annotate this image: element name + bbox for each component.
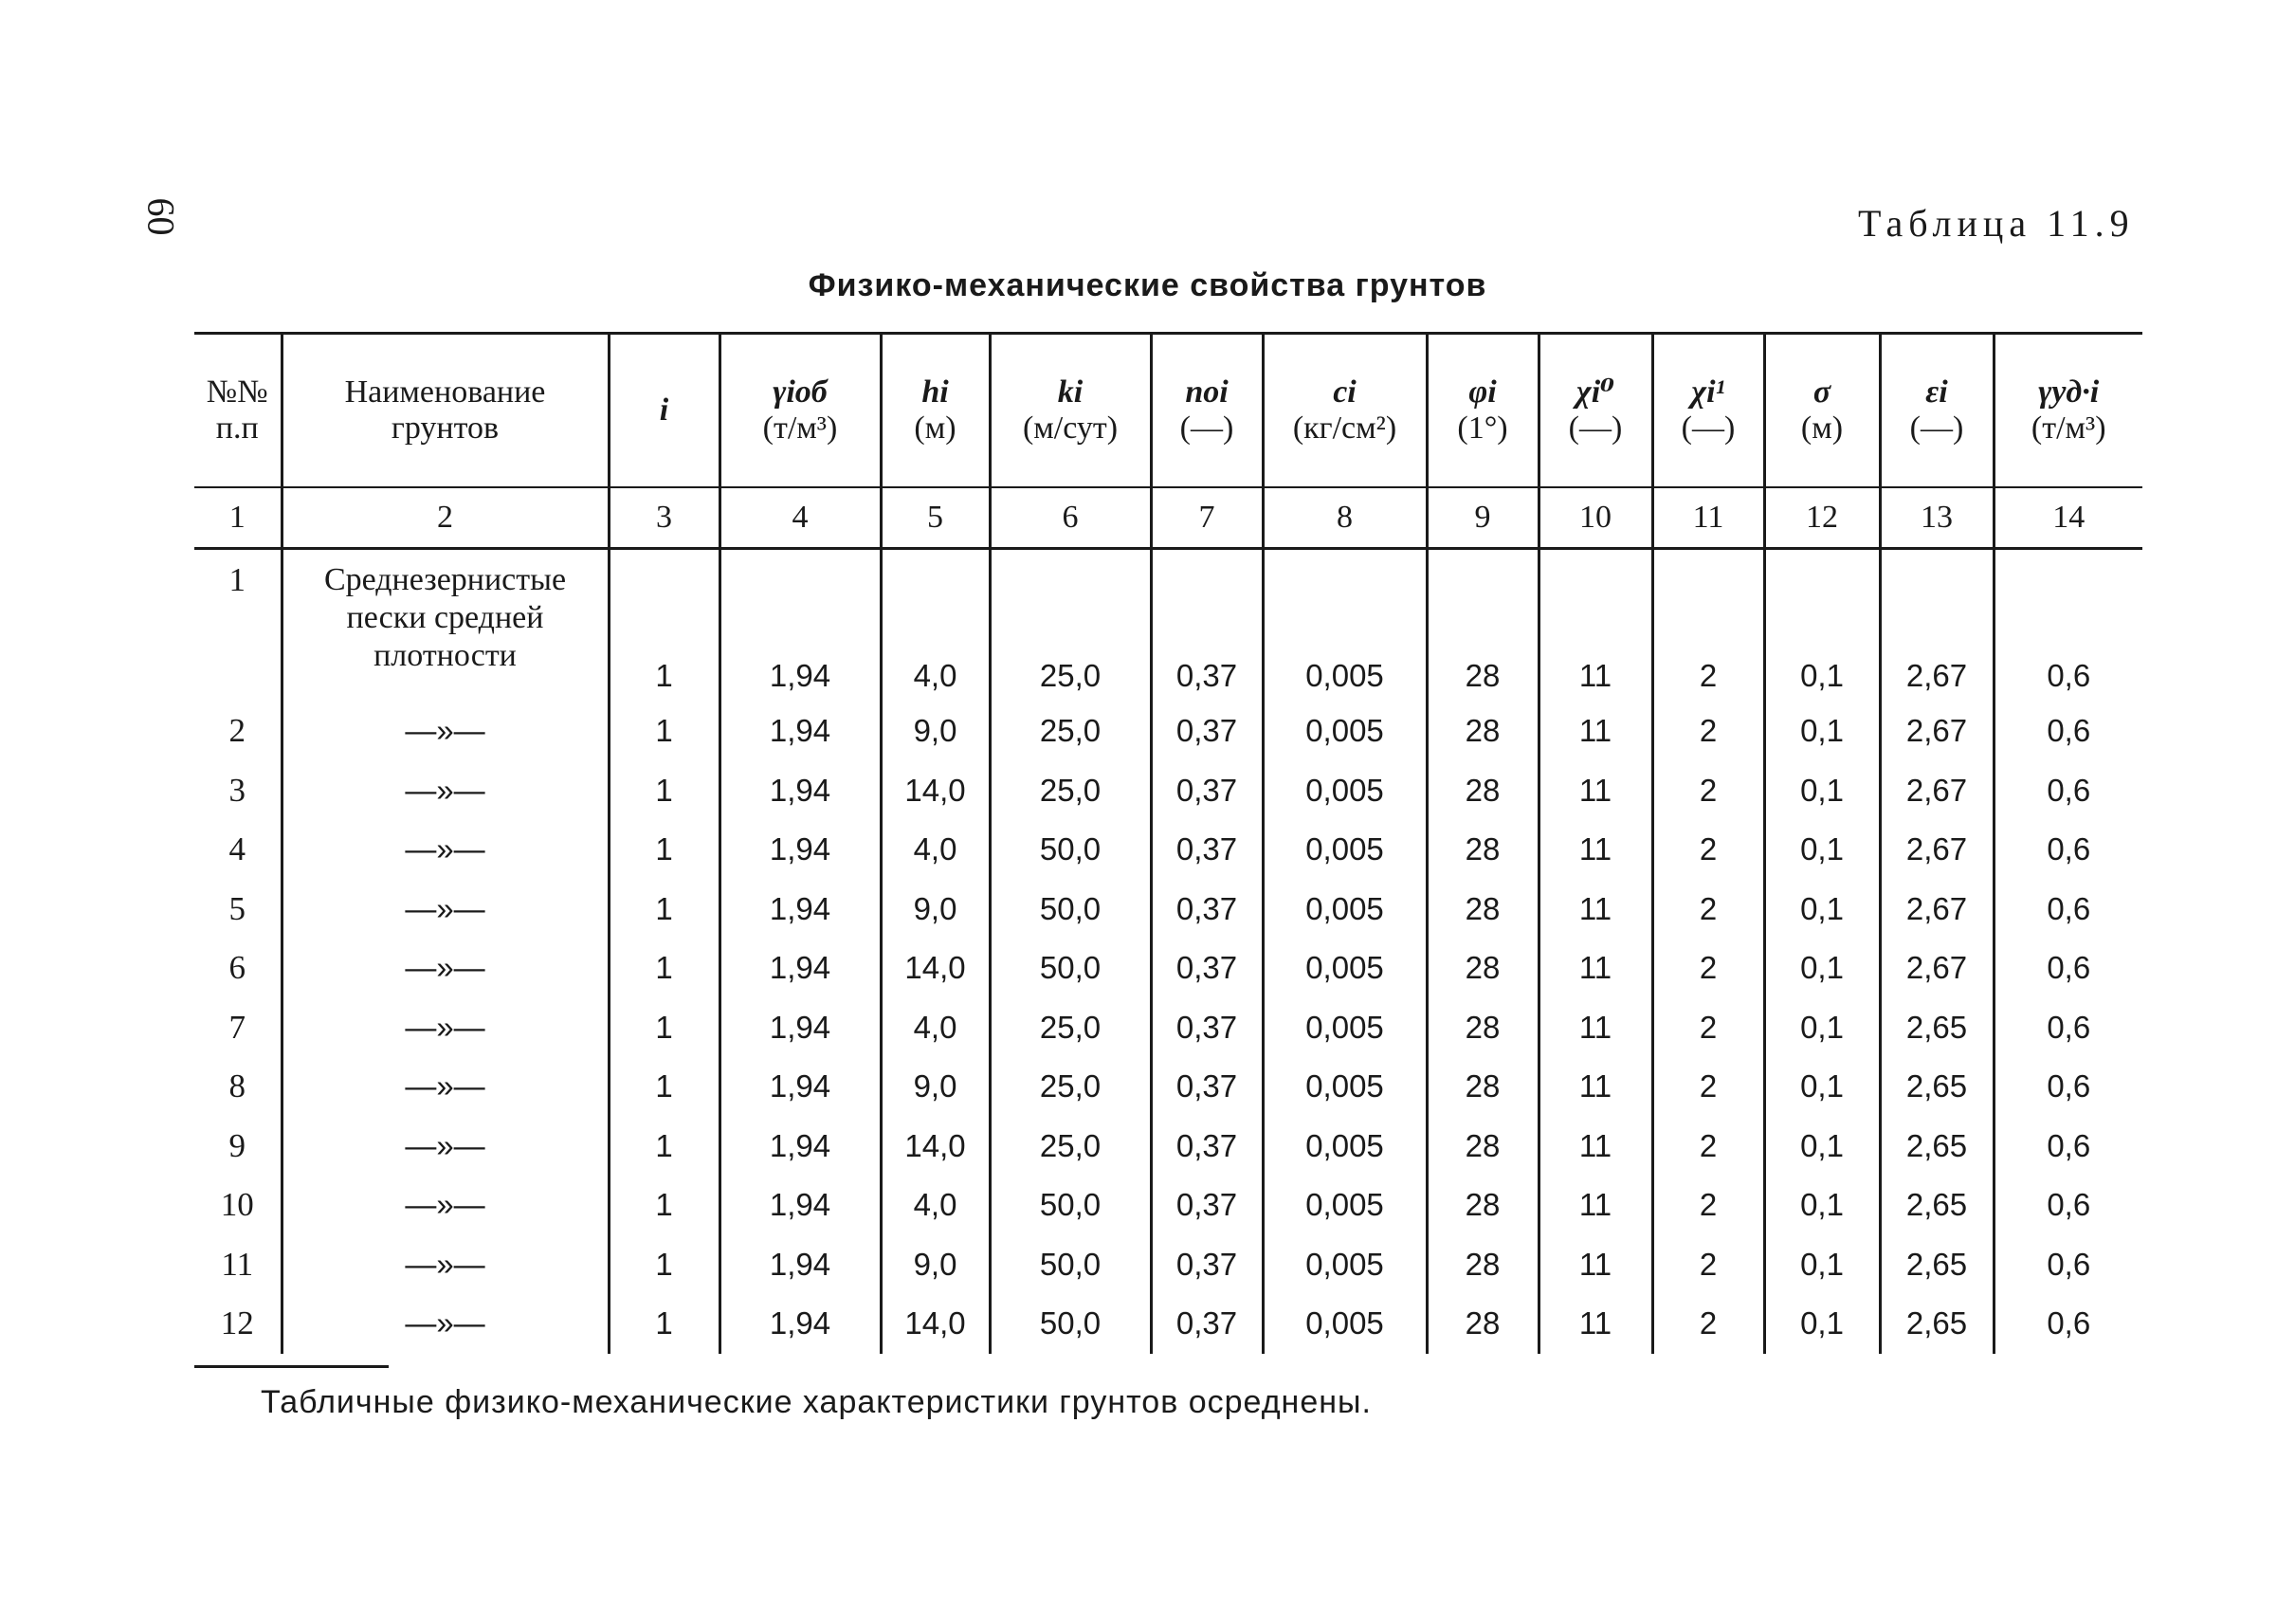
row-number: 7: [228, 1008, 246, 1046]
soil-name: —»—: [282, 939, 609, 998]
table-cell: 0,6: [1994, 761, 2142, 821]
table-cell: 0,37: [1151, 1235, 1263, 1295]
column-header-9: [1427, 334, 1539, 488]
table-row: [194, 1117, 2142, 1177]
table-row: [194, 1057, 2142, 1117]
row-number: 3: [228, 771, 246, 809]
table-cell: 11: [1539, 1294, 1652, 1354]
column-symbol: ci: [1333, 374, 1357, 410]
table-cell: 0,37: [1151, 1057, 1263, 1117]
table-cell: 0,37: [1151, 761, 1263, 821]
table-row: [194, 761, 2142, 821]
table-row: [194, 820, 2142, 880]
table-cell: 0,1: [1764, 1057, 1880, 1117]
table-cell: 25,0: [990, 1117, 1151, 1177]
table-cell: 0,6: [1994, 1057, 2142, 1117]
table-cell: 0,1: [1764, 1117, 1880, 1177]
table-cell: 28: [1427, 549, 1539, 703]
table-cell: 0,37: [1151, 880, 1263, 940]
column-unit: (кг/см²): [1292, 411, 1397, 446]
table-cell: 2: [1652, 1117, 1764, 1177]
table-row: [194, 939, 2142, 998]
table-row: [194, 702, 2142, 761]
table-cell: 11: [1539, 880, 1652, 940]
row-number: 2: [228, 712, 246, 750]
table-cell: 2: [1652, 939, 1764, 998]
column-header-11: [1652, 334, 1764, 488]
table-cell: 0,005: [1263, 549, 1427, 703]
table-cell: 2,65: [1880, 1235, 1994, 1295]
column-unit: (—): [1681, 411, 1736, 446]
table-cell: 11: [1539, 1176, 1652, 1235]
table-cell: 28: [1427, 939, 1539, 998]
table-cell: 4,0: [881, 549, 990, 703]
row-number: 5: [228, 889, 246, 927]
column-symbol: noi: [1185, 374, 1229, 410]
row-number: 9: [228, 1126, 246, 1164]
table-cell: 2: [1652, 1235, 1764, 1295]
table-cell: 0,005: [1263, 880, 1427, 940]
table-cell: 2,67: [1880, 820, 1994, 880]
column-unit: (—): [1909, 411, 1964, 446]
table-cell: 25,0: [990, 1057, 1151, 1117]
column-unit: п.п: [215, 411, 259, 446]
table-cell: 2,65: [1880, 1057, 1994, 1117]
row-number: 12: [220, 1305, 254, 1342]
column-number: 9: [1427, 487, 1539, 549]
table-row: [194, 1176, 2142, 1235]
table-cell: 0,6: [1994, 1294, 2142, 1354]
soil-properties-table: [194, 332, 2142, 1354]
table-cell: 0,005: [1263, 1235, 1427, 1295]
table-cell: 1: [609, 1117, 719, 1177]
column-header-8: [1263, 334, 1427, 488]
soil-name: —»—: [282, 998, 609, 1058]
column-number: 3: [609, 487, 719, 549]
table-cell: 0,6: [1994, 1117, 2142, 1177]
column-symbol: εi: [1925, 374, 1948, 410]
table-cell: 11: [1539, 1057, 1652, 1117]
row-number: 8: [228, 1067, 246, 1105]
table-cell: 28: [1427, 1176, 1539, 1235]
table-cell: 0,005: [1263, 939, 1427, 998]
table-cell: 0,6: [1994, 702, 2142, 761]
table-cell: 0,6: [1994, 549, 2142, 703]
column-header-3: [609, 334, 719, 488]
soil-name: —»—: [282, 1117, 609, 1177]
column-number: 12: [1764, 487, 1880, 549]
column-number: 5: [881, 487, 990, 549]
table-cell: 11: [1539, 820, 1652, 880]
column-number: 11: [1652, 487, 1764, 549]
table-cell: 1: [609, 1235, 719, 1295]
table-cell: 1: [609, 702, 719, 761]
table-cell: 0,005: [1263, 820, 1427, 880]
table-cell: 50,0: [990, 820, 1151, 880]
column-symbol: γiоб: [773, 374, 828, 410]
table-cell: 11: [1539, 939, 1652, 998]
column-number: 10: [1539, 487, 1652, 549]
column-header-10: [1539, 334, 1652, 488]
table-cell: 0,37: [1151, 1176, 1263, 1235]
column-symbol: №№: [206, 374, 268, 410]
soil-name: —»—: [282, 1294, 609, 1354]
table-cell: 2: [1652, 820, 1764, 880]
table-cell: 1,94: [719, 998, 881, 1058]
table-cell: 28: [1427, 1057, 1539, 1117]
soil-name: —»—: [282, 761, 609, 821]
table-cell: 0,005: [1263, 702, 1427, 761]
table-cell: 25,0: [990, 998, 1151, 1058]
table-cell: 2,67: [1880, 702, 1994, 761]
table-cell: 50,0: [990, 939, 1151, 998]
table-cell: 1,94: [719, 1294, 881, 1354]
column-header-7: [1151, 334, 1263, 488]
table-cell: 1: [609, 820, 719, 880]
column-number: 13: [1880, 487, 1994, 549]
table-cell: 1,94: [719, 549, 881, 703]
column-number: 8: [1263, 487, 1427, 549]
table-cell: 1: [609, 761, 719, 821]
soil-name: —»—: [282, 702, 609, 761]
column-unit: грунтов: [391, 411, 500, 446]
table-cell: 0,6: [1994, 820, 2142, 880]
table-cell: 0,1: [1764, 939, 1880, 998]
table-cell: 1,94: [719, 1117, 881, 1177]
table-cell: 2: [1652, 998, 1764, 1058]
table-cell: 4,0: [881, 1176, 990, 1235]
table-cell: 28: [1427, 998, 1539, 1058]
table-cell: 1,94: [719, 880, 881, 940]
table-cell: 2,67: [1880, 761, 1994, 821]
table-cell: 11: [1539, 1235, 1652, 1295]
column-header-12: [1764, 334, 1880, 488]
column-unit: (1°): [1457, 411, 1508, 446]
table-cell: 1,94: [719, 761, 881, 821]
table-cell: 1: [609, 998, 719, 1058]
header-row: [194, 334, 2142, 488]
table-cell: 11: [1539, 1117, 1652, 1177]
column-header-14: [1994, 334, 2142, 488]
table-cell: 0,37: [1151, 1117, 1263, 1177]
table-row: [194, 549, 2142, 703]
table-title: Физико-механические свойства грунтов: [808, 267, 1487, 303]
column-symbol: σ: [1812, 374, 1831, 410]
soil-name: —»—: [282, 1235, 609, 1295]
table-cell: 1: [609, 1294, 719, 1354]
table-cell: 25,0: [990, 702, 1151, 761]
table-cell: 28: [1427, 1235, 1539, 1295]
table-cell: 0,005: [1263, 1057, 1427, 1117]
table-cell: 4,0: [881, 820, 990, 880]
table-cell: 2,67: [1880, 880, 1994, 940]
column-symbol: φi: [1468, 374, 1497, 410]
table-cell: 50,0: [990, 1235, 1151, 1295]
table-cell: 0,6: [1994, 1176, 2142, 1235]
column-unit: (т/м³): [762, 411, 838, 446]
table-label: Таблица 11.9: [1858, 202, 2135, 245]
table-cell: 28: [1427, 702, 1539, 761]
table-cell: 0,6: [1994, 1235, 2142, 1295]
table-cell: 4,0: [881, 998, 990, 1058]
row-number: 10: [220, 1186, 254, 1224]
footnote: Табличные физико-механические характеристики грунтов осреднены.: [261, 1384, 1372, 1420]
row-number: 6: [228, 949, 246, 987]
table-cell: 2: [1652, 1057, 1764, 1117]
table-cell: 1: [609, 880, 719, 940]
soil-name: Среднезернистые пески средней плотности: [282, 549, 609, 703]
table-cell: 9,0: [881, 702, 990, 761]
table-cell: 0,005: [1263, 761, 1427, 821]
table-cell: 0,1: [1764, 702, 1880, 761]
column-number: 1: [194, 487, 282, 549]
column-header-13: [1880, 334, 1994, 488]
table-cell: 2: [1652, 761, 1764, 821]
column-unit: (—): [1568, 411, 1623, 446]
table-cell: 9,0: [881, 880, 990, 940]
table-cell: 0,1: [1764, 549, 1880, 703]
column-symbol: i: [659, 392, 669, 428]
column-header-4: [719, 334, 881, 488]
table-cell: 0,005: [1263, 998, 1427, 1058]
column-header-1: [194, 334, 282, 488]
table-cell: 0,6: [1994, 939, 2142, 998]
table-row: [194, 998, 2142, 1058]
table-cell: 0,1: [1764, 1176, 1880, 1235]
table-cell: 0,6: [1994, 998, 2142, 1058]
column-unit: (т/м³): [2031, 411, 2106, 446]
table-cell: 0,1: [1764, 880, 1880, 940]
table-cell: 1: [609, 939, 719, 998]
table-cell: 11: [1539, 998, 1652, 1058]
table-cell: 11: [1539, 702, 1652, 761]
column-symbol: Наименование: [344, 374, 546, 410]
table-cell: 1: [609, 1057, 719, 1117]
table-body: [194, 549, 2142, 1354]
table-cell: 14,0: [881, 1294, 990, 1354]
table-cell: 2,65: [1880, 1176, 1994, 1235]
table-cell: 28: [1427, 1294, 1539, 1354]
table-cell: 0,005: [1263, 1294, 1427, 1354]
row-number: 1: [228, 561, 246, 598]
page-number: 60: [139, 197, 183, 236]
table-cell: 14,0: [881, 939, 990, 998]
table-cell: 25,0: [990, 761, 1151, 821]
table-cell: 1,94: [719, 1057, 881, 1117]
table-cell: 14,0: [881, 761, 990, 821]
table-cell: 50,0: [990, 880, 1151, 940]
table-row: [194, 880, 2142, 940]
table-cell: 2,67: [1880, 549, 1994, 703]
table-cell: 2: [1652, 1176, 1764, 1235]
table-cell: 25,0: [990, 549, 1151, 703]
row-number: 4: [228, 830, 246, 868]
table-cell: 2: [1652, 702, 1764, 761]
column-header-5: [881, 334, 990, 488]
table-cell: 14,0: [881, 1117, 990, 1177]
table-cell: 0,1: [1764, 1294, 1880, 1354]
column-symbol: γуд·i: [2038, 374, 2100, 410]
column-number-row: [194, 487, 2142, 549]
column-symbol: ki: [1057, 374, 1084, 410]
table-cell: 0,1: [1764, 761, 1880, 821]
table-cell: 2,65: [1880, 1294, 1994, 1354]
soil-name: —»—: [282, 820, 609, 880]
column-number: 7: [1151, 487, 1263, 549]
table-cell: 1: [609, 1176, 719, 1235]
column-symbol: hi: [921, 374, 949, 410]
table-cell: 2,65: [1880, 1117, 1994, 1177]
table-cell: 0,1: [1764, 998, 1880, 1058]
table-cell: 0,37: [1151, 549, 1263, 703]
table-cell: 0,6: [1994, 880, 2142, 940]
table-cell: 28: [1427, 880, 1539, 940]
table-cell: 28: [1427, 1117, 1539, 1177]
column-number: 4: [719, 487, 881, 549]
table-cell: 1,94: [719, 1176, 881, 1235]
table-cell: 50,0: [990, 1294, 1151, 1354]
table-cell: 0,37: [1151, 1294, 1263, 1354]
table-cell: 2,67: [1880, 939, 1994, 998]
column-number: 14: [1994, 487, 2142, 549]
table-row: [194, 1294, 2142, 1354]
table-cell: 9,0: [881, 1235, 990, 1295]
column-unit: (—): [1179, 411, 1234, 446]
table-cell: 0,1: [1764, 1235, 1880, 1295]
table-cell: 0,37: [1151, 702, 1263, 761]
column-symbol: χi¹: [1691, 374, 1725, 410]
table-cell: 50,0: [990, 1176, 1151, 1235]
column-number: 6: [990, 487, 1151, 549]
column-header-6: [990, 334, 1151, 488]
table-cell: 0,1: [1764, 820, 1880, 880]
column-unit: (м/сут): [1022, 411, 1119, 446]
table-cell: 1,94: [719, 820, 881, 880]
table-cell: 2: [1652, 1294, 1764, 1354]
table-cell: 11: [1539, 761, 1652, 821]
column-unit: (м): [1800, 411, 1844, 446]
table-cell: 2: [1652, 880, 1764, 940]
table-cell: 28: [1427, 820, 1539, 880]
row-number: 11: [221, 1245, 254, 1283]
table-cell: 2,65: [1880, 998, 1994, 1058]
column-symbol: χi⁰: [1576, 374, 1615, 410]
soil-name: —»—: [282, 1057, 609, 1117]
table-cell: 1,94: [719, 702, 881, 761]
bottom-rule: [194, 1365, 389, 1368]
table-cell: 1: [609, 549, 719, 703]
table-cell: 0,37: [1151, 820, 1263, 880]
table-cell: 0,005: [1263, 1176, 1427, 1235]
table-cell: 0,37: [1151, 998, 1263, 1058]
soil-name: —»—: [282, 1176, 609, 1235]
table-cell: 11: [1539, 549, 1652, 703]
column-header-2: [282, 334, 609, 488]
table-cell: 0,005: [1263, 1117, 1427, 1177]
table-cell: 1,94: [719, 939, 881, 998]
table-cell: 1,94: [719, 1235, 881, 1295]
table-row: [194, 1235, 2142, 1295]
column-unit: (м): [914, 411, 956, 446]
table-cell: 0,37: [1151, 939, 1263, 998]
table-cell: 2: [1652, 549, 1764, 703]
soil-name: —»—: [282, 880, 609, 940]
table-cell: 9,0: [881, 1057, 990, 1117]
column-number: 2: [282, 487, 609, 549]
table-cell: 28: [1427, 761, 1539, 821]
